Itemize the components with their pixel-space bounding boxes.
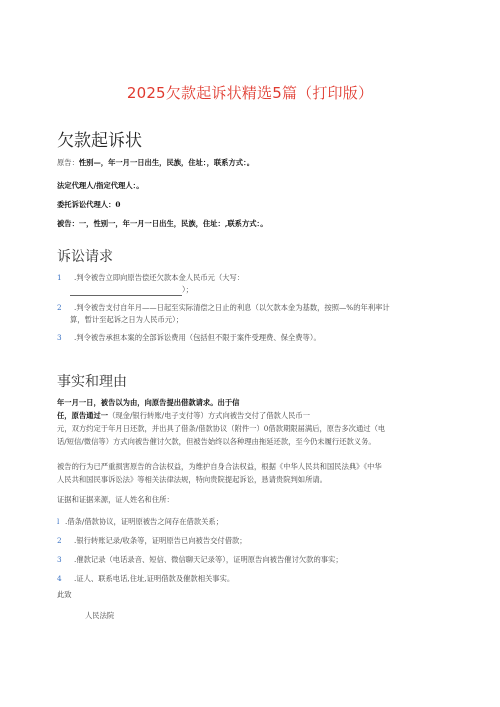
claim-number: 2 [57, 303, 62, 312]
facts-heading: 事实和理由 [57, 374, 127, 390]
claim-item-1-continuation [57, 284, 457, 296]
plaintiff-label: 原告： [57, 158, 79, 167]
evidence-item-3: 3 .催款记录（电话录音、短信、微信聊天记录等），证明原告向被告催讨欠款的事实； [57, 555, 343, 564]
evidence-intro: 证据和证据来源，证人姓名和住所： [57, 495, 174, 504]
facts-line: 话/短信/微信等）方式向被告催讨欠款，但被告始终以各种理由拖延还款，至今仍未履行还款义务。 [57, 437, 376, 446]
claim-item-3 [57, 332, 457, 344]
facts-line: 被告的行为已严重损害原告的合法权益，为维护自身合法权益，根据《中华人民共和国民法典》《中华 [57, 462, 382, 471]
facts-line: 年一月一日，被告以为由，向原告提出借款请求。出于信 [57, 398, 240, 407]
facts-paragraph-1 [57, 396, 449, 448]
defendant-line: 被告：一，性别一，年一月一日出生，民族，住址：,联系方式：。 [57, 219, 268, 228]
claim-text: .判令被告立即向原告偿还欠款本金人民币元（大写： [74, 273, 245, 282]
agent-line: 委托诉讼代理人：0 [57, 200, 121, 209]
section-heading-complaint: 欠款起诉状 [57, 131, 142, 151]
evidence-list [57, 512, 457, 588]
claim-text: .判令被告承担本案的全部诉讼费用（包括但不限于案件受理费、保全费等）。 [74, 333, 321, 342]
facts-paragraph-2 [57, 460, 449, 486]
evidence-item-2: 2 .银行转账记录/收条等，证明原告已向被告交付借款； [57, 536, 247, 545]
evidence-item-1: l .借条/借款协议，证明原被告之间存在借款关系； [57, 517, 224, 526]
claim-text-tail: ）； [182, 285, 193, 294]
claim-item-1 [57, 272, 457, 284]
court-name: 人民法院 [85, 611, 115, 620]
facts-line: 元，双方约定于年月日还款，并出具了借条/借款协议（附件一）0借款期限届满后，原告多次通过（电 [57, 424, 386, 433]
blank-line [70, 287, 182, 296]
claim-number: 1 [57, 273, 62, 282]
facts-line: 任，原告通过一（现金/银行转账/电子支付等）方式向被告交付了借款人民币一 [57, 411, 311, 420]
plaintiff-line [57, 157, 254, 169]
claim-item-2 [57, 302, 457, 314]
closing-text: 此致 [57, 590, 72, 599]
claim-text: .判令被告支付自年月——日起至实际清偿之日止的利息（以欠款本金为基数，按照—%的年利率计 [74, 303, 390, 312]
claims-heading: 诉讼请求 [57, 249, 113, 265]
document-title: 2025欠款起诉状精选5篇（打印版） [126, 84, 374, 102]
facts-line: 人民共和国民事诉讼法》等相关法律法规，特向贵院提起诉讼，恳请贵院判如所请。 [57, 475, 327, 484]
legal-rep-line: 法定代理人/指定代理人：。 [57, 181, 144, 190]
plaintiff-value: 性别—，年一月一日出生，民族，住址：，联系方式：。 [78, 158, 255, 167]
evidence-item-4: 4 .证人、联系电话,住址,证明借款及催款相关事实。 [57, 574, 235, 583]
claim-item-2-continuation: 算，暂计至起诉之日为人民币元）； [70, 315, 184, 324]
claim-number: 3 [57, 333, 62, 342]
claims-list [57, 272, 457, 344]
